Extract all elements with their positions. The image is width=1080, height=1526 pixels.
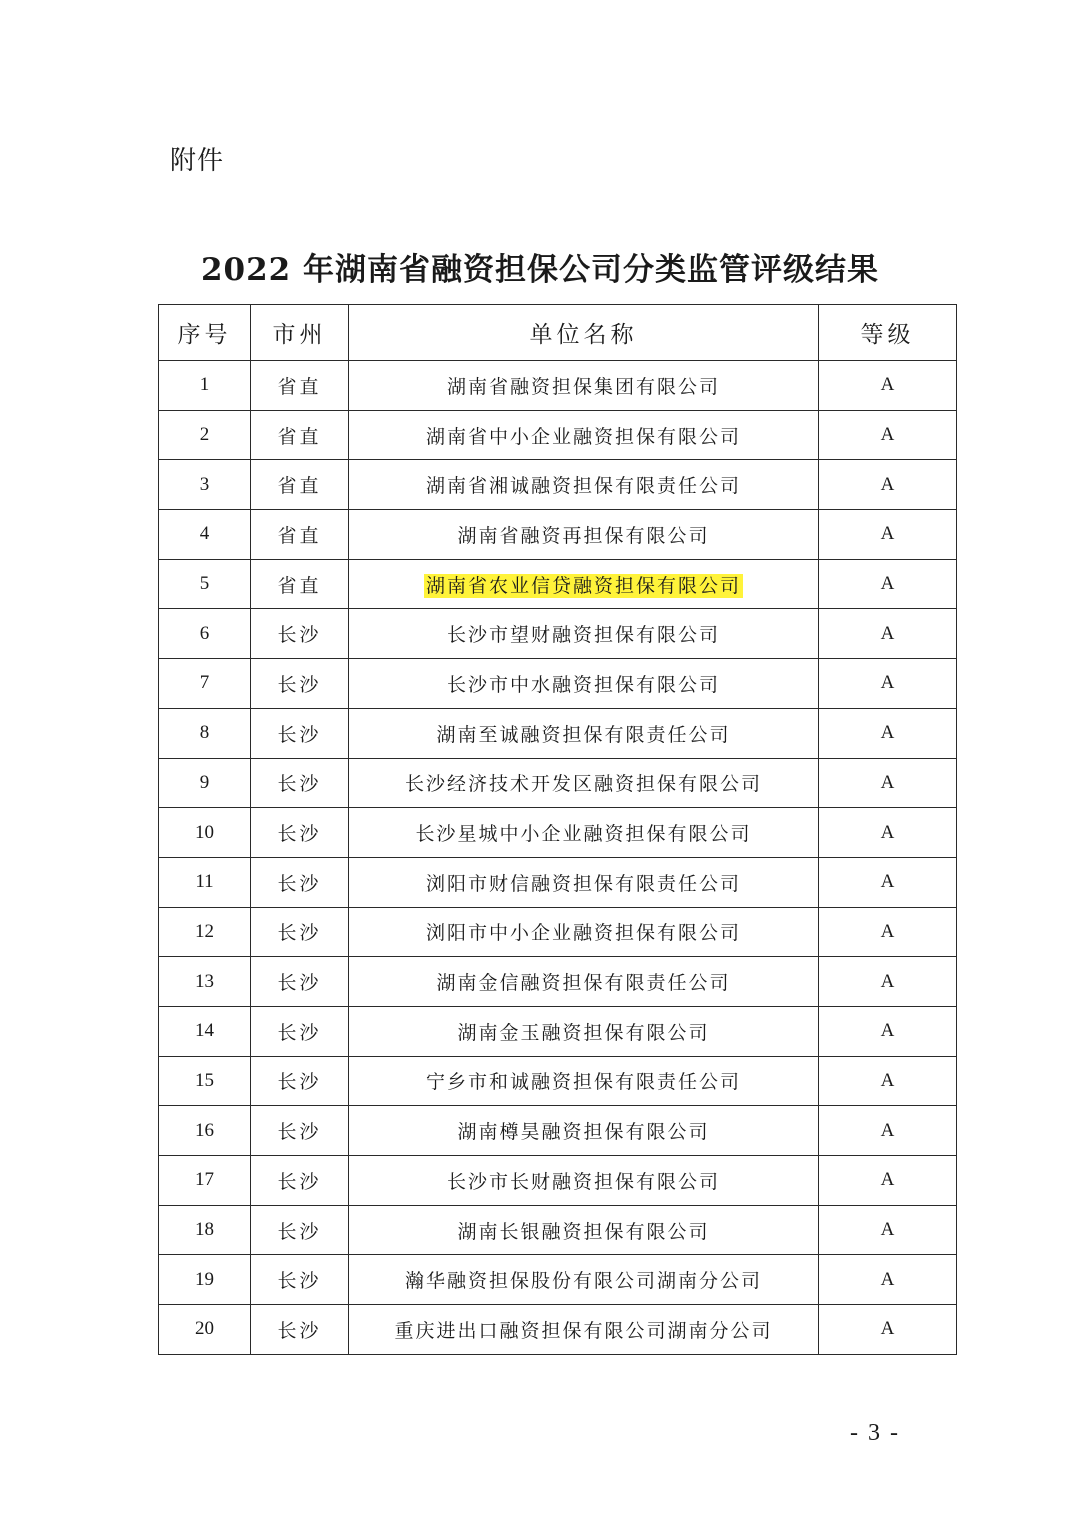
row-grade: A <box>819 857 957 907</box>
document-title: 2022 年湖南省融资担保公司分类监管评级结果 <box>200 252 880 288</box>
table-header-row <box>159 305 957 361</box>
row-number: 4 <box>159 510 251 560</box>
row-number: 2 <box>159 410 251 460</box>
row-city: 省直 <box>251 361 349 411</box>
table-row <box>159 1255 957 1305</box>
row-company-name: 长沙星城中小企业融资担保有限公司 <box>349 808 819 858</box>
row-company-name: 长沙市中水融资担保有限公司 <box>349 659 819 709</box>
attachment-label: 附件 <box>170 146 225 176</box>
row-city: 省直 <box>251 510 349 560</box>
table-row <box>159 361 957 411</box>
table-row <box>159 460 957 510</box>
table-row <box>159 857 957 907</box>
row-grade: A <box>819 1056 957 1106</box>
table-row <box>159 808 957 858</box>
row-grade: A <box>819 361 957 411</box>
table-row <box>159 1006 957 1056</box>
table-row <box>159 510 957 560</box>
row-grade: A <box>819 1156 957 1206</box>
row-number: 1 <box>159 361 251 411</box>
table-row <box>159 659 957 709</box>
row-company-name-cell <box>349 559 819 609</box>
row-grade: A <box>819 907 957 957</box>
row-company-name: 长沙经济技术开发区融资担保有限公司 <box>349 758 819 808</box>
row-grade: A <box>819 708 957 758</box>
row-grade: A <box>819 808 957 858</box>
row-company-name: 湖南樽昊融资担保有限公司 <box>349 1106 819 1156</box>
row-company-name: 长沙市望财融资担保有限公司 <box>349 609 819 659</box>
row-number: 8 <box>159 708 251 758</box>
table-row <box>159 708 957 758</box>
row-number: 5 <box>159 559 251 609</box>
highlighted-company-name: 湖南省农业信贷融资担保有限公司 <box>425 574 741 597</box>
row-company-name: 长沙市长财融资担保有限公司 <box>349 1156 819 1206</box>
row-company-name: 湖南金玉融资担保有限公司 <box>349 1006 819 1056</box>
row-number: 14 <box>159 1006 251 1056</box>
row-city: 长沙 <box>251 1056 349 1106</box>
table-row <box>159 1156 957 1206</box>
row-company-name: 宁乡市和诚融资担保有限责任公司 <box>349 1056 819 1106</box>
row-city: 长沙 <box>251 708 349 758</box>
row-grade: A <box>819 1305 957 1355</box>
row-city: 长沙 <box>251 907 349 957</box>
row-city: 长沙 <box>251 857 349 907</box>
page-number: - 3 - <box>850 1420 900 1446</box>
row-company-name: 重庆进出口融资担保有限公司湖南分公司 <box>349 1305 819 1355</box>
row-city: 长沙 <box>251 1305 349 1355</box>
row-number: 6 <box>159 609 251 659</box>
row-grade: A <box>819 559 957 609</box>
table-row <box>159 410 957 460</box>
row-city: 长沙 <box>251 1006 349 1056</box>
row-number: 15 <box>159 1056 251 1106</box>
table-row <box>159 1205 957 1255</box>
row-company-name: 湖南长银融资担保有限公司 <box>349 1205 819 1255</box>
row-city: 长沙 <box>251 1255 349 1305</box>
table-row <box>159 957 957 1007</box>
row-grade: A <box>819 1106 957 1156</box>
header-no: 序号 <box>159 305 251 361</box>
row-number: 10 <box>159 808 251 858</box>
row-company-name: 湖南省融资担保集团有限公司 <box>349 361 819 411</box>
rating-table <box>158 304 957 1355</box>
row-city: 长沙 <box>251 609 349 659</box>
row-city: 长沙 <box>251 1205 349 1255</box>
row-city: 长沙 <box>251 808 349 858</box>
table-row <box>159 1056 957 1106</box>
table-row <box>159 559 957 609</box>
row-grade: A <box>819 410 957 460</box>
header-name: 单位名称 <box>349 305 819 361</box>
row-city: 长沙 <box>251 758 349 808</box>
row-number: 18 <box>159 1205 251 1255</box>
table-body <box>159 361 957 1355</box>
row-number: 7 <box>159 659 251 709</box>
row-number: 17 <box>159 1156 251 1206</box>
row-company-name: 湖南省湘诚融资担保有限责任公司 <box>349 460 819 510</box>
row-grade: A <box>819 1205 957 1255</box>
row-number: 13 <box>159 957 251 1007</box>
row-city: 省直 <box>251 460 349 510</box>
table-row <box>159 907 957 957</box>
row-grade: A <box>819 1006 957 1056</box>
row-city: 省直 <box>251 410 349 460</box>
row-grade: A <box>819 510 957 560</box>
row-company-name: 浏阳市中小企业融资担保有限公司 <box>349 907 819 957</box>
table-row <box>159 609 957 659</box>
row-number: 11 <box>159 857 251 907</box>
row-grade: A <box>819 460 957 510</box>
row-city: 长沙 <box>251 957 349 1007</box>
row-grade: A <box>819 1255 957 1305</box>
row-city: 长沙 <box>251 1106 349 1156</box>
row-number: 12 <box>159 907 251 957</box>
row-company-name: 湖南金信融资担保有限责任公司 <box>349 957 819 1007</box>
row-number: 16 <box>159 1106 251 1156</box>
row-grade: A <box>819 957 957 1007</box>
row-grade: A <box>819 609 957 659</box>
row-city: 长沙 <box>251 1156 349 1206</box>
row-city: 长沙 <box>251 659 349 709</box>
row-number: 19 <box>159 1255 251 1305</box>
table-row <box>159 1106 957 1156</box>
row-company-name: 湖南至诚融资担保有限责任公司 <box>349 708 819 758</box>
row-company-name: 湖南省融资再担保有限公司 <box>349 510 819 560</box>
row-company-name: 湖南省中小企业融资担保有限公司 <box>349 410 819 460</box>
row-grade: A <box>819 758 957 808</box>
header-grade: 等级 <box>819 305 957 361</box>
row-city: 省直 <box>251 559 349 609</box>
row-company-name: 浏阳市财信融资担保有限责任公司 <box>349 857 819 907</box>
row-grade: A <box>819 659 957 709</box>
header-city: 市州 <box>251 305 349 361</box>
table-row <box>159 758 957 808</box>
row-number: 20 <box>159 1305 251 1355</box>
table-row <box>159 1305 957 1355</box>
row-number: 9 <box>159 758 251 808</box>
row-number: 3 <box>159 460 251 510</box>
row-company-name: 瀚华融资担保股份有限公司湖南分公司 <box>349 1255 819 1305</box>
